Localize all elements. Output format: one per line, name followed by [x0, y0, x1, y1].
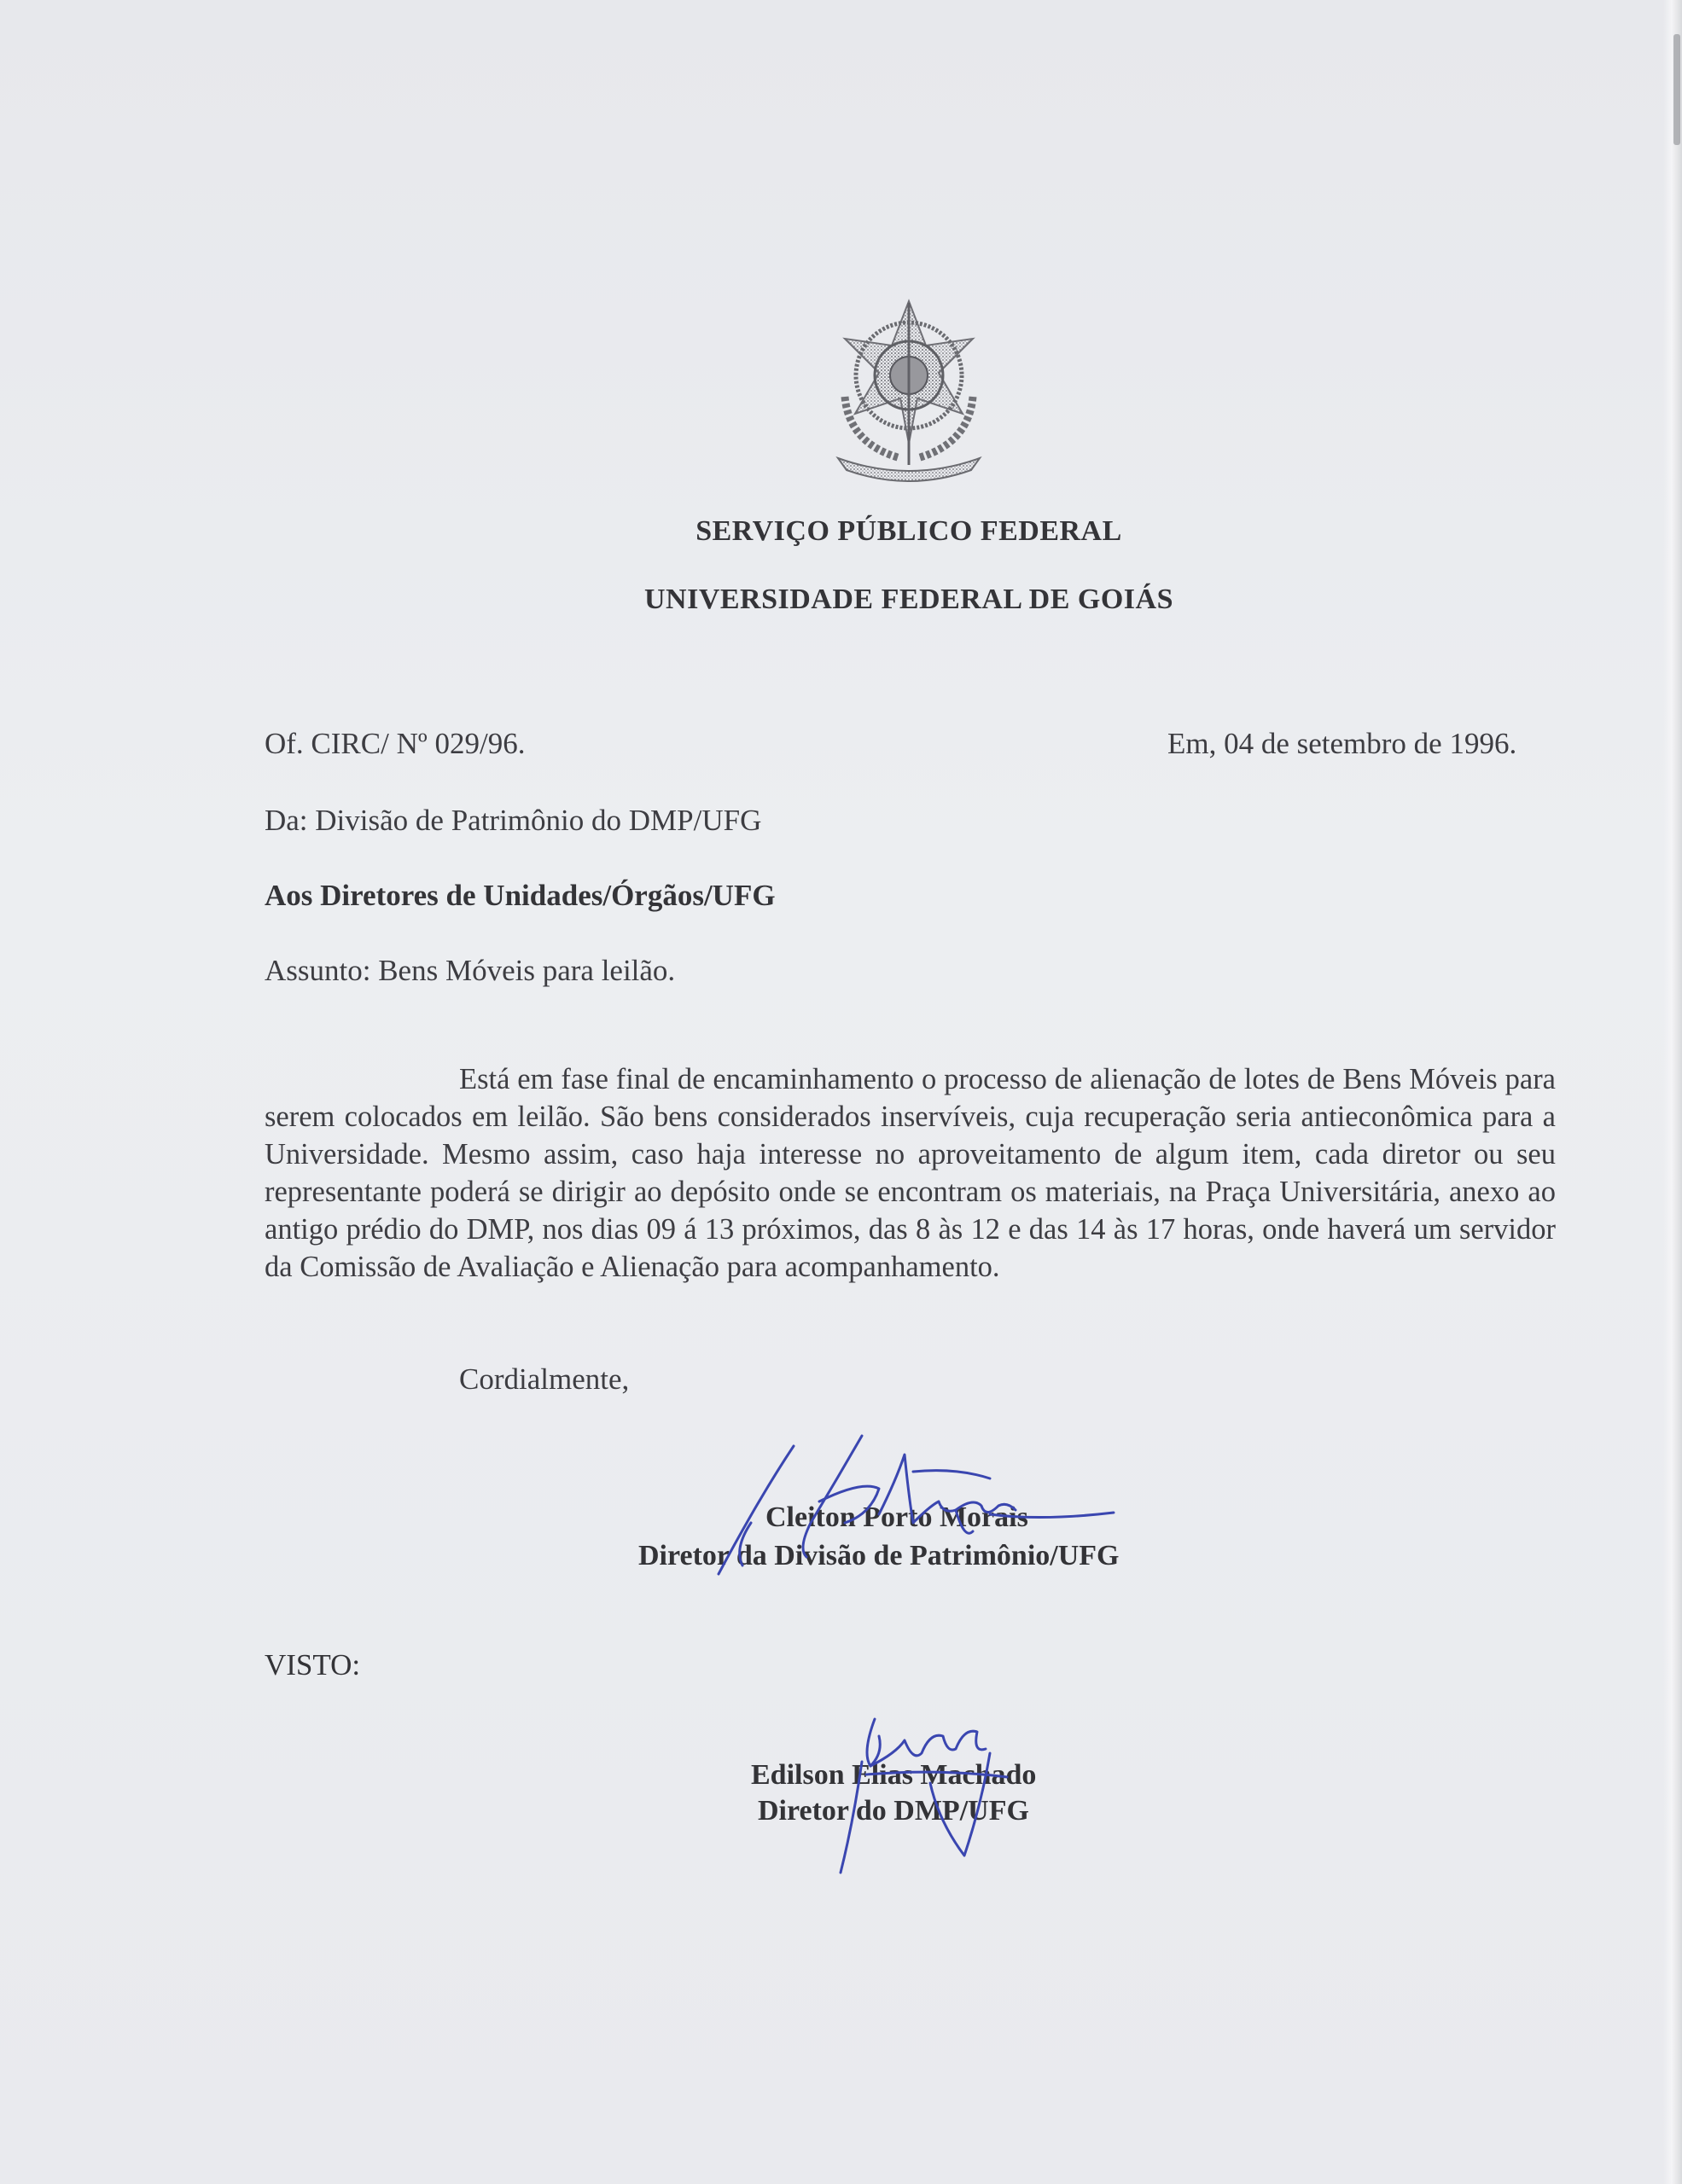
signatory1-title: Diretor da Divisão de Patrimônio/UFG — [638, 1540, 1120, 1571]
page-edge — [1663, 0, 1682, 2184]
signatory2-name: Edilson Elias Machado — [751, 1759, 1037, 1791]
coat-of-arms-icon — [819, 294, 998, 482]
memo-reference: Of. CIRC/ Nº 029/96. — [265, 727, 526, 760]
signatory1-name: Cleiton Porto Morais — [765, 1502, 1028, 1533]
page-edge-mark — [1673, 34, 1680, 145]
header-service-title: SERVIÇO PÚBLICO FEDERAL — [695, 515, 1122, 547]
memo-body-paragraph: Está em fase final de encaminhamento o processo de alienação de lotes de Bens Móveis para serem colocados em leilão. São bens considerados inservíveis, cuja recuperação seria antieconômica para a Universidade. Mesmo assim, caso haja interesse no aproveitamento de algum item, cada diretor ou seu representante poderá se dirigir ao depósito onde se encontram os materiais, na Praça Universitária, anexo ao antigo prédio do DMP, nos dias 09 á 13 próximos, das 8 às 12 e das 14 às 17 horas, onde haverá um servidor da Comissão de Avaliação e Alienação para acompanhamento. — [265, 1063, 1556, 1283]
memo-date: Em, 04 de setembro de 1996. — [1167, 727, 1517, 760]
memo-subject: Assunto: Bens Móveis para leilão. — [265, 954, 676, 987]
signature1-icon — [700, 1420, 1126, 1583]
memo-recipient: Aos Diretores de Unidades/Órgãos/UFG — [265, 879, 776, 912]
memo-closing: Cordialmente, — [459, 1362, 630, 1396]
signature2-icon — [836, 1702, 1092, 1881]
memo-from: Da: Divisão de Patrimônio do DMP/UFG — [265, 804, 762, 837]
visto-label: VISTO: — [265, 1648, 361, 1682]
signatory2-title: Diretor do DMP/UFG — [758, 1795, 1029, 1827]
header-university-title: UNIVERSIDADE FEDERAL DE GOIÁS — [643, 584, 1173, 615]
